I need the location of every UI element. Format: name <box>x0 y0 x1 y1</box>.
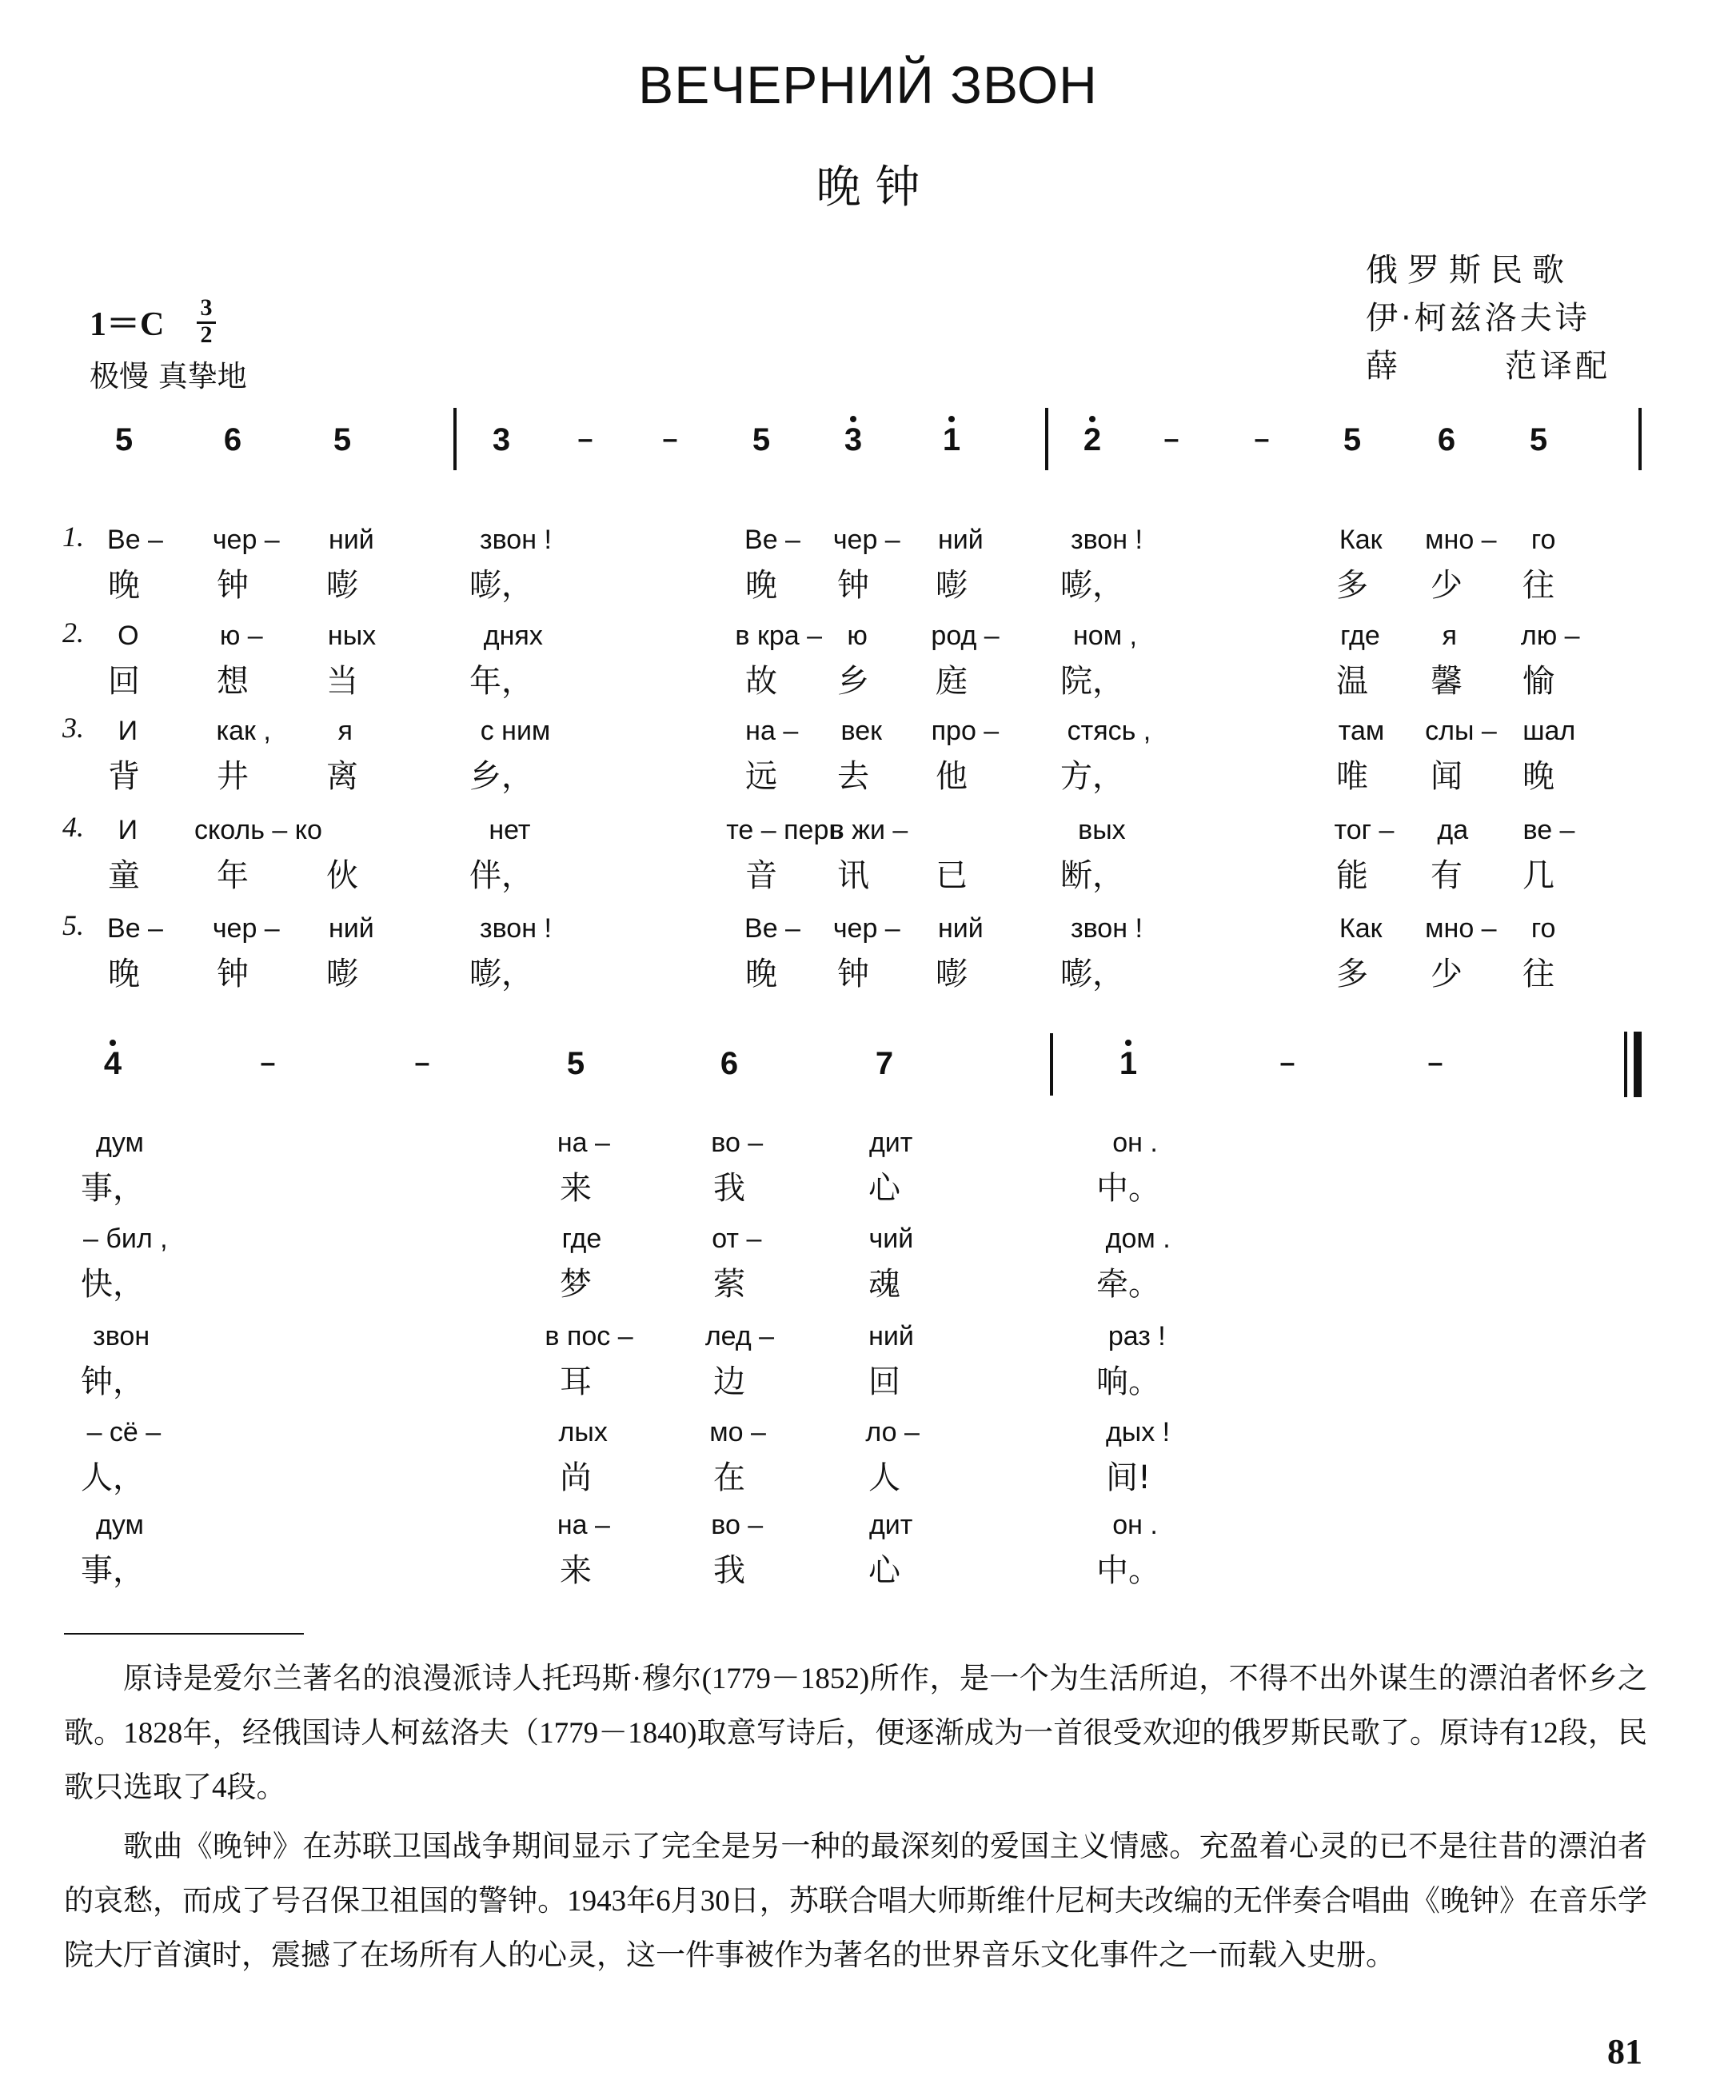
lyric-chinese: 事， <box>81 1552 145 1589</box>
lyric-russian: тог – <box>1334 815 1395 845</box>
lyric-chinese: 边 <box>713 1363 745 1400</box>
lyric-russian: Ве – <box>107 525 163 555</box>
lyric-chinese: 钟 <box>837 956 869 992</box>
lyric-chinese: 背 <box>108 758 140 795</box>
lyric-russian: – сё – <box>86 1417 162 1447</box>
lyric-chinese: 年 <box>217 857 249 894</box>
lyric-russian: от – <box>712 1224 762 1254</box>
lyric-russian: ном , <box>1073 621 1137 651</box>
lyric-chinese: 嘭， <box>1060 956 1124 992</box>
note: 6 <box>720 1046 739 1081</box>
lyric-chinese: 少 <box>1431 567 1463 604</box>
lyric-chinese: 馨 <box>1431 663 1463 700</box>
dash-extension: – <box>1163 424 1179 454</box>
lyric-russian: во – <box>711 1510 764 1540</box>
lyric-chinese: 钟 <box>217 956 249 992</box>
lyric-russian: лых <box>558 1417 608 1447</box>
lyric-russian: ю – <box>219 621 263 651</box>
lyric-chinese: 愉 <box>1522 663 1554 700</box>
lyric-chinese: 心 <box>868 1552 900 1589</box>
lyric-chinese: 尚 <box>560 1459 592 1496</box>
lyric-russian: дых ! <box>1105 1417 1171 1447</box>
lyric-russian: звон ! <box>480 525 552 555</box>
lyric-russian: я <box>1442 621 1457 651</box>
lyric-chinese: 音 <box>745 857 777 894</box>
lyric-chinese: 我 <box>713 1170 745 1207</box>
final-barline-thin <box>1624 1032 1627 1097</box>
lyric-chinese: 牵。 <box>1096 1266 1160 1303</box>
lyric-russian: нет <box>489 815 531 845</box>
octave-dot-high <box>110 1040 116 1046</box>
note: 6 <box>223 422 242 457</box>
lyric-chinese: 晚 <box>1522 758 1554 795</box>
lyric-russian: раз ! <box>1107 1321 1166 1351</box>
lyric-chinese: 闻 <box>1431 758 1463 795</box>
lyric-chinese: 耳 <box>560 1363 592 1400</box>
lyric-chinese: 嘭 <box>936 567 968 604</box>
lyric-russian: звон ! <box>480 913 552 944</box>
lyric-russian: ний <box>937 525 984 555</box>
lyric-russian: мно – <box>1425 525 1497 555</box>
lyric-chinese: 故 <box>745 663 777 700</box>
credit-origin: 俄罗斯民歌 <box>1366 252 1574 289</box>
lyric-russian: Ве – <box>744 913 800 944</box>
lyric-chinese: 间! <box>1105 1459 1151 1496</box>
note: 5 <box>333 422 352 457</box>
lyric-chinese: 讯 <box>837 857 869 894</box>
lyric-chinese: 来 <box>560 1552 592 1589</box>
lyric-russian: И <box>118 815 138 845</box>
lyric-russian: вых <box>1078 815 1126 845</box>
lyric-russian: ний <box>937 913 984 944</box>
lyric-chinese: 离 <box>326 758 358 795</box>
lyric-russian: мно – <box>1425 913 1497 944</box>
lyric-chinese: 年， <box>469 663 533 700</box>
lyric-russian: днях <box>483 621 543 651</box>
lyric-chinese: 回 <box>108 663 140 700</box>
lyric-russian: в жи – <box>829 815 908 845</box>
lyric-russian: чер – <box>212 525 280 555</box>
lyric-chinese: 少 <box>1431 956 1463 992</box>
octave-dot-high <box>1125 1040 1131 1046</box>
lyric-russian: звон ! <box>1071 525 1143 555</box>
credit-lyricist: 伊·柯兹洛夫诗 <box>1366 300 1590 337</box>
barline <box>1638 408 1642 470</box>
lyric-chinese: 嘭， <box>469 567 533 604</box>
lyric-russian: он . <box>1112 1128 1158 1158</box>
lyric-chinese: 梦 <box>560 1266 592 1303</box>
lyric-russian: Ве – <box>107 913 163 944</box>
footnote-paragraph-1: 原诗是爱尔兰著名的浪漫派诗人托玛斯·穆尔(1779－1852)所作，是一个为生活所迫，不得不出外谋生的漂泊者怀乡之歌。1828年，经俄国诗人柯兹洛夫（1779－1840)取意写诗后，便逐渐成为一首很受欢迎的俄罗斯民歌了。原诗有12段，民歌只选取了4段。 <box>64 1663 1647 1804</box>
lyric-chinese: 唯 <box>1336 758 1368 795</box>
lyric-chinese: 想 <box>217 663 249 700</box>
barline <box>1045 408 1048 470</box>
lyric-russian: чер – <box>832 913 900 944</box>
lyric-chinese: 童 <box>108 857 140 894</box>
lyric-chinese: 回 <box>868 1363 900 1400</box>
lyric-russian: чий <box>868 1224 914 1254</box>
lyric-chinese: 事， <box>81 1170 145 1207</box>
lyric-chinese: 远 <box>745 758 777 795</box>
note: 1 <box>942 422 961 457</box>
lyric-chinese: 人， <box>81 1459 145 1496</box>
credit-translator-a: 薛 <box>1366 348 1398 385</box>
dash-extension: – <box>1427 1048 1443 1078</box>
lyric-russian: го <box>1530 525 1556 555</box>
lyric-chinese: 晚 <box>108 567 140 604</box>
lyric-russian: где <box>1340 621 1380 651</box>
lyric-chinese: 萦 <box>713 1266 745 1303</box>
lyric-russian: где <box>561 1224 602 1254</box>
lyric-chinese: 往 <box>1522 956 1554 992</box>
lyric-russian: во – <box>711 1128 764 1158</box>
dash-extension: – <box>260 1048 276 1078</box>
note: 5 <box>1529 422 1548 457</box>
barline <box>1050 1033 1053 1096</box>
lyric-chinese: 庭 <box>936 663 968 700</box>
lyric-russian: дум <box>96 1510 144 1540</box>
lyric-chinese: 能 <box>1336 857 1368 894</box>
credit-translator-b: 范译配 <box>1505 348 1610 385</box>
lyric-russian: шал <box>1522 716 1576 746</box>
lyric-chinese: 已 <box>936 857 968 894</box>
verse-number: 3. <box>62 712 84 744</box>
lyric-russian: там <box>1338 716 1385 746</box>
lyric-russian: ний <box>328 525 374 555</box>
octave-dot-high <box>948 416 955 422</box>
note: 5 <box>1343 422 1362 457</box>
lyric-russian: чер – <box>832 525 900 555</box>
note: 3 <box>844 422 863 457</box>
lyric-chinese: 晚 <box>108 956 140 992</box>
lyric-chinese: 伴， <box>469 857 533 894</box>
barline <box>453 408 457 470</box>
lyric-chinese: 去 <box>837 758 869 795</box>
lyric-chinese: 几 <box>1522 857 1554 894</box>
lyric-chinese: 快， <box>81 1266 145 1303</box>
lyric-russian: на – <box>557 1128 610 1158</box>
lyric-chinese: 晚 <box>745 956 777 992</box>
dash-extension: – <box>662 424 678 454</box>
lyric-chinese: 晚 <box>745 567 777 604</box>
lyric-russian: звон ! <box>1071 913 1143 944</box>
lyric-russian: он . <box>1112 1510 1158 1540</box>
lyric-russian: те – перь <box>726 815 844 845</box>
lyric-chinese: 嘭 <box>326 567 358 604</box>
lyric-russian: звон <box>93 1321 150 1351</box>
lyric-chinese: 嘭 <box>326 956 358 992</box>
lyric-russian: ний <box>868 1321 914 1351</box>
lyric-russian: чер – <box>212 913 280 944</box>
lyric-russian: я <box>337 716 353 746</box>
lyric-chinese: 中。 <box>1096 1170 1160 1207</box>
lyric-russian: век <box>840 716 883 746</box>
lyric-chinese: 在 <box>713 1459 745 1496</box>
lyric-russian: ных <box>327 621 377 651</box>
lyric-chinese: 钟 <box>837 567 869 604</box>
lyric-russian: дит <box>868 1128 913 1158</box>
lyric-chinese: 多 <box>1336 956 1368 992</box>
lyric-chinese: 多 <box>1336 567 1368 604</box>
lyric-chinese: 钟， <box>81 1363 145 1400</box>
lyric-chinese: 有 <box>1431 857 1463 894</box>
lyric-russian: ве – <box>1522 815 1575 845</box>
time-signature-numerator: 3 <box>200 294 213 321</box>
lyric-chinese: 响。 <box>1096 1363 1160 1400</box>
lyric-chinese: 中。 <box>1096 1552 1160 1589</box>
lyric-chinese: 当 <box>326 663 358 700</box>
lyric-russian: Ве – <box>744 525 800 555</box>
lyric-chinese: 方， <box>1060 758 1124 795</box>
lyric-russian: дом . <box>1105 1224 1171 1254</box>
verse-number: 4. <box>62 811 84 843</box>
lyric-russian: лед – <box>704 1321 775 1351</box>
lyric-russian: го <box>1530 913 1556 944</box>
verse-number: 1. <box>62 521 84 553</box>
octave-dot-high <box>850 416 856 422</box>
lyric-russian: дум <box>96 1128 144 1158</box>
note: 3 <box>492 422 511 457</box>
dash-extension: – <box>577 424 593 454</box>
lyric-russian: на – <box>557 1510 610 1540</box>
lyric-russian: ний <box>328 913 374 944</box>
lyric-russian: сколь – ко <box>194 815 322 845</box>
footnote-paragraph-2: 歌曲《晚钟》在苏联卫国战争期间显示了完全是另一种的最深刻的爱国主义情感。充盈着心灵的已不是往昔的漂泊者的哀愁，而成了号召保卫祖国的警钟。1943年6月30日，苏联合唱大师斯维什尼柯夫改编的无伴奏合唱曲《晚钟》在音乐学院大厅首演时，震撼了在场所有人的心灵，这一件事被作为著名的世界音乐文化事件之一而载入史册。 <box>64 1831 1647 1972</box>
lyric-russian: да <box>1437 815 1469 845</box>
lyric-russian: И <box>118 716 138 746</box>
verse-number: 5. <box>62 909 84 941</box>
lyric-chinese: 嘭， <box>1060 567 1124 604</box>
final-barline-thick <box>1634 1032 1642 1097</box>
lyric-chinese: 乡 <box>837 663 869 700</box>
lyric-russian: на – <box>745 716 799 746</box>
lyric-russian: про – <box>931 716 1000 746</box>
note: 4 <box>103 1046 122 1081</box>
lyric-chinese: 嘭， <box>469 956 533 992</box>
lyric-russian: О <box>118 621 139 651</box>
note: 2 <box>1083 422 1102 457</box>
note: 7 <box>875 1046 894 1081</box>
lyric-russian: – бил , <box>83 1224 168 1254</box>
lyric-russian: ло – <box>865 1417 920 1447</box>
lyric-russian: дит <box>868 1510 913 1540</box>
dash-extension: – <box>1279 1048 1295 1078</box>
lyric-chinese: 断， <box>1060 857 1124 894</box>
lyric-chinese: 院， <box>1060 663 1124 700</box>
lyric-chinese: 嘭 <box>936 956 968 992</box>
lyric-chinese: 乡， <box>469 758 533 795</box>
song-title-chinese: 晚 钟 <box>816 162 920 214</box>
lyric-russian: лю – <box>1520 621 1580 651</box>
octave-dot-high <box>1089 416 1095 422</box>
song-title-russian: ВЕЧЕРНИЙ ЗВОН <box>638 55 1098 114</box>
time-signature-denominator: 2 <box>200 321 213 348</box>
lyric-russian: стясь , <box>1067 716 1151 746</box>
lyric-russian: в кра – <box>735 621 822 651</box>
lyric-chinese: 往 <box>1522 567 1554 604</box>
lyric-russian: Как <box>1339 525 1383 555</box>
page-number: 81 <box>1607 2032 1642 2071</box>
lyric-chinese: 钟 <box>217 567 249 604</box>
lyric-chinese: 心 <box>868 1170 900 1207</box>
lyric-russian: ю <box>847 621 868 651</box>
key-signature: 1＝C <box>90 306 165 343</box>
verse-number: 2. <box>62 617 84 649</box>
lyric-chinese: 来 <box>560 1170 592 1207</box>
lyric-russian: с ним <box>480 716 551 746</box>
lyric-russian: род – <box>931 621 1000 651</box>
lyric-chinese: 他 <box>936 758 968 795</box>
note: 5 <box>114 422 134 457</box>
footnote-rule <box>64 1633 304 1635</box>
dash-extension: – <box>1254 424 1270 454</box>
lyric-russian: как , <box>216 716 271 746</box>
lyric-chinese: 人 <box>868 1459 900 1496</box>
lyric-russian: мо – <box>709 1417 766 1447</box>
dash-extension: – <box>414 1048 430 1078</box>
tempo-marking: 极慢 真挚地 <box>90 359 247 393</box>
note: 5 <box>566 1046 585 1081</box>
note: 6 <box>1437 422 1456 457</box>
lyric-chinese: 我 <box>713 1552 745 1589</box>
lyric-chinese: 温 <box>1336 663 1368 700</box>
note: 1 <box>1119 1046 1138 1081</box>
lyric-russian: в пос – <box>545 1321 633 1351</box>
lyric-chinese: 井 <box>217 758 249 795</box>
note: 5 <box>752 422 771 457</box>
lyric-russian: Как <box>1339 913 1383 944</box>
lyric-russian: слы – <box>1425 716 1497 746</box>
lyric-chinese: 魂 <box>868 1266 900 1303</box>
lyric-chinese: 伙 <box>326 857 358 894</box>
